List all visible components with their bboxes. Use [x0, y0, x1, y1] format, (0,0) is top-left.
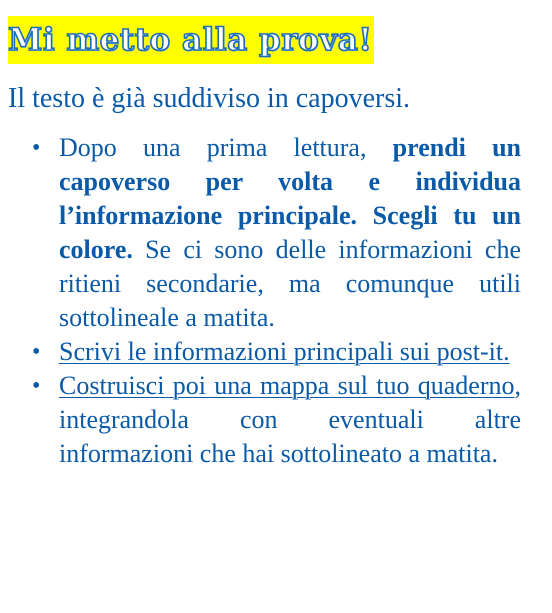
list-item-2: [32, 335, 521, 369]
page-title: Mi metto alla prova!: [8, 22, 373, 58]
list-item-1: [32, 131, 522, 335]
item-1-bold: prendi un capoverso per volta e individua l’informazione principale. Scegli tu un colore.: [59, 133, 522, 264]
item-3-underlined: Costruisci poi una mappa sul tuo quaderno: [59, 371, 515, 400]
item-2-underlined: Scrivi le informazioni principali sui post-it.: [59, 337, 510, 366]
bullet-icon: •: [32, 135, 41, 161]
instruction-list: [32, 131, 522, 471]
item-1-rest: Se ci sono delle informazioni che ritieni secondarie, ma comunque utili sottolineale a matita.: [59, 235, 521, 332]
item-3-rest: , integrandola con eventuali altre informazioni che hai sottolineato a matita.: [59, 371, 521, 468]
list-item-3: [32, 369, 521, 471]
bullet-icon: •: [32, 373, 41, 399]
item-1-intro: Dopo una prima lettura,: [59, 133, 393, 162]
title-highlight: [8, 16, 374, 64]
bullet-icon: •: [32, 339, 41, 365]
intro-text: Il testo è già suddiviso in capoversi.: [8, 83, 411, 114]
